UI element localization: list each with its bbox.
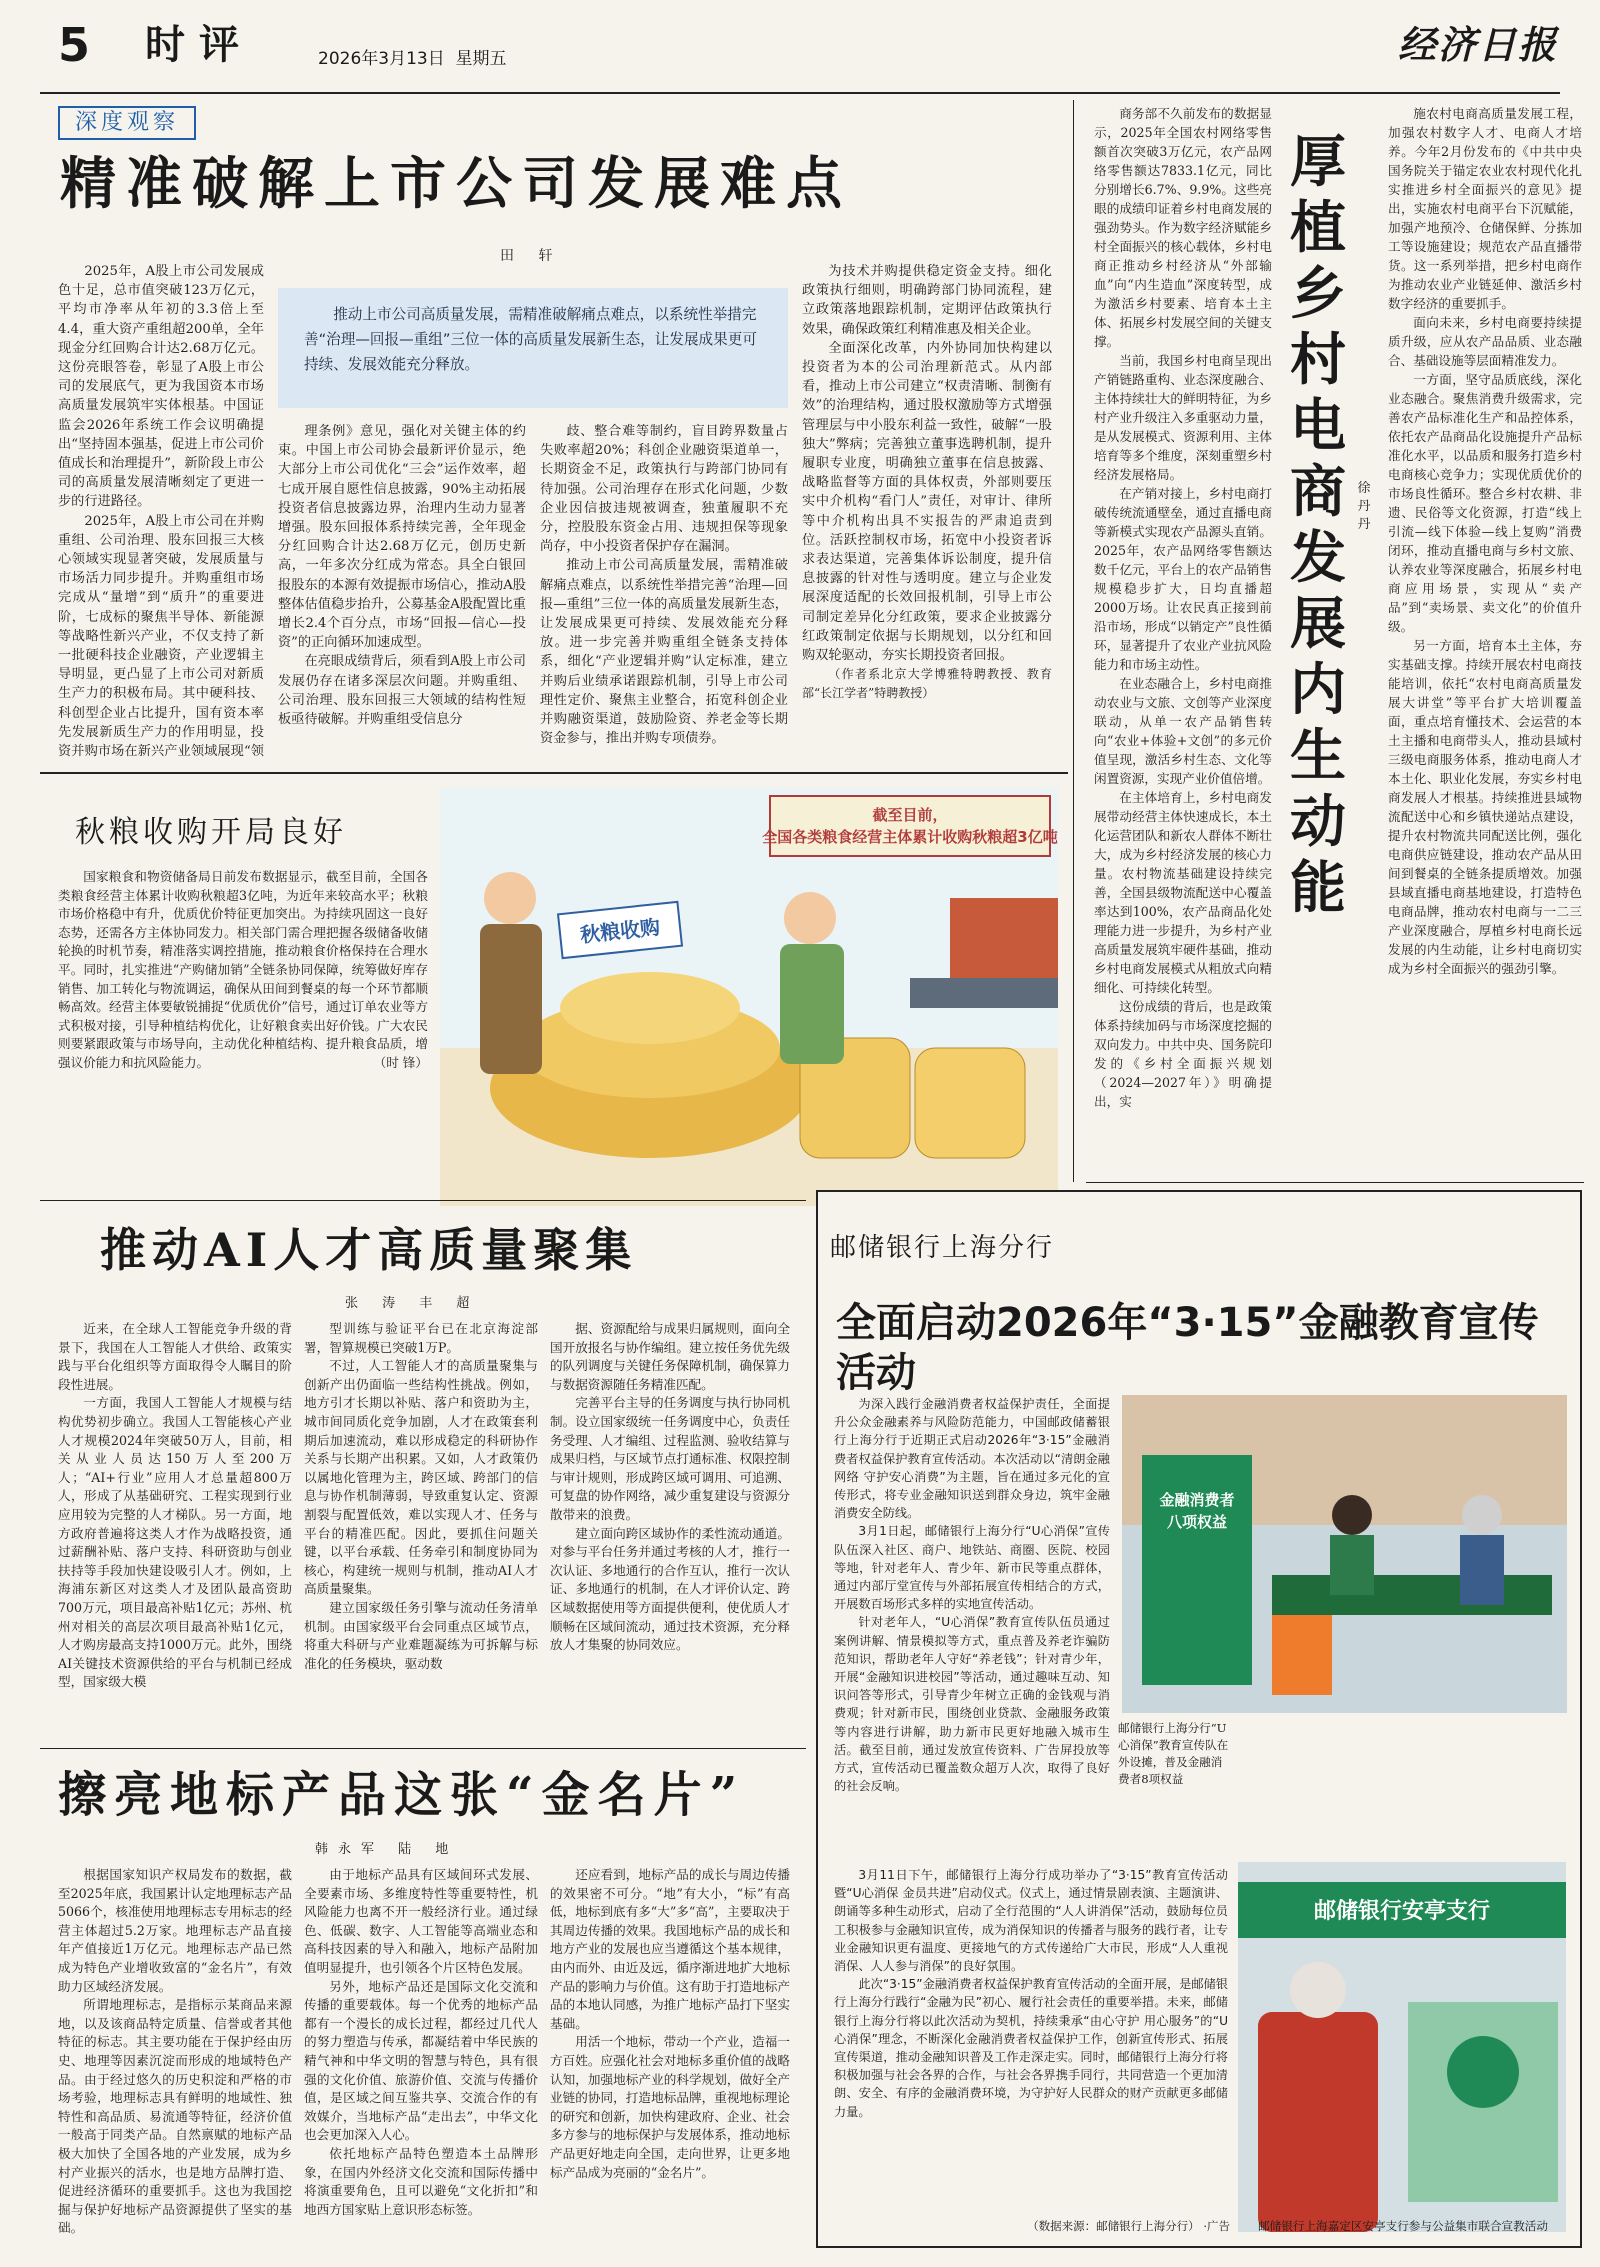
paragraph: （作者系北京大学博雅特聘教授、教育部“长江学者”特聘教授） — [802, 667, 1052, 701]
ai-article-author: 张 涛 丰 超 — [345, 1296, 480, 1311]
staff-figure — [1330, 1535, 1374, 1595]
paragraph: 依托地标产品特色塑造本土品牌形象，在国内外经济文化交流和国际传播中将演重要角色，且可以避免“文化折扣”和地西方国家贴上意识形态标签。 — [304, 2145, 538, 2217]
paragraph: 用活一个地标，带动一个产业，造福一方百姓。应强化社会对地标多重价值的战略认知，加强地标产业的科学规划，做好全产业链的协同，打造地标品牌，重视地标理论的研究和创新，加快构建政府、企业、社会多方参与的地标保护与发展体系，推动地标产品更好地走向全国，走向世界，让更多地标产品成为亮丽的“金名片”。 — [550, 2034, 790, 2180]
paragraph: 2025年，A股上市公司在并购重组、公司治理、股东回报三大核心领域实现显著突破，发展质量与市场活力同步提升。并购重组市场完成从“量增”到“质升”的重要进阶，七成标的聚焦半导体、新能源等战略性新兴产业，不仅支持了新一批硬科技企业融资，产业逻辑主导明显，更凸显了上市公司对新质生产力的积极布局。其中硬科技、科创型企业占比提升，国有资本率先发展新质生产力的作用明显，投资并购市场在新兴产业领域展现“领 — [58, 513, 264, 760]
lead-article-abstract: 推动上市公司高质量发展，需精准破解痛点难点，以系统性举措完善“治理—回报—重组”三位一体的高质量发展新生态，让发展成果更可持续、发展效能充分释放。 — [278, 288, 788, 408]
paragraph: 型训练与验证平台已在北京海淀部署，智算规模已突破1万P。 — [304, 1321, 538, 1355]
paragraph: 完善平台主导的任务调度与执行协同机制。设立国家级统一任务调度中心，负责任务受理、人才编组、过程监测、验收结算与成果归档，与区域节点打通标准、权限控制与审计规则，形成跨区域可调用、可追溯、可复盘的协作网络，减少重复建设与资源分散带来的浪费。 — [550, 1395, 790, 1522]
lead-article-author: 田 轩 — [500, 248, 563, 264]
standee-board — [1142, 1455, 1252, 1685]
column-divider — [1073, 100, 1074, 1182]
standee-board-text: 八项权益 — [1166, 1513, 1228, 1531]
lead-article-column-2 — [278, 422, 526, 762]
grain-article-title: 秋粮收购开局良好 — [75, 815, 347, 850]
rural-article-author: 徐丹丹 — [1357, 481, 1371, 532]
weekday-text: 星期五 — [455, 49, 507, 69]
ai-article-column-1 — [58, 1320, 292, 1740]
paragraph: 不过，人工智能人才的高质量聚集与创新产出仍面临一些结构性挑战。例如，地方引才长期以补贴、落户和资助为主，城市间同质化竞争加剧，人才在政策套利期后加速流动，难以形成稳定的科研协作关系与长期产出积累。又如，人才政策仍以属地化管理为主，跨区域、跨部门的信息与协作机制薄弱，导致重复认定、资源割裂与配置低效，难以实现人才、任务与平台的精准匹配。因此，要抓住问题关键，以平台承载、任务牵引和制度协同为核心，构建统一规则与机制，推动AI人才高质量聚集。 — [304, 1358, 538, 1597]
paragraph: 为深入践行金融消费者权益保护责任，全面提升公众金融素养与风险防范能力，中国邮政储蓄银行上海分行于近期正式启动2026年“3·15”金融消费者权益保护教育宣传活动。本次活动以“清朗金融 网络 守护安心消费”为主题，旨在通过多元化的宣传形式，将专业金融知识送到群众身边，筑牢金融消费安全防线。 — [834, 1397, 1110, 1521]
farmer-figure-head — [784, 892, 836, 944]
paragraph: 推动上市公司高质量发展，需精准破解痛点难点，以系统性举措完善“治理—回报—重组”三位一体的高质量发展新生态，让发展成果更可持续、发展效能充分释放。进一步完善并购重组全链条支持体系，细化“产业逻辑并购”认定标准，建立并购后业绩承诺跟踪机制，引导上市公司理性定价、聚焦主业整合，拓宽科创企业并购融资渠道，鼓励险资、养老金等长期资金参与，推出并购专项债券。 — [540, 558, 788, 747]
paragraph: 近来，在全球人工智能竞争升级的背景下，我国在人工智能人才供给、政策实践与平台化组织等方面取得令人瞩目的阶段性进展。 — [58, 1321, 292, 1392]
grain-article-author: （时 锋） — [373, 1054, 428, 1070]
paragraph: 建立面向跨区域协作的柔性流动通道。对参与平台任务并通过考核的人才，推行一次认证、多地通行的合作互认，推行一次认证、多地通行的机制，在人才评价认定、跨区域数据使用等方面提供便利，使优质人才顺畅在区域间流动，通过技术资源，充分释放人才集聚的协同效应。 — [550, 1525, 790, 1653]
gi-article-author: 韩永军 陆 地 — [315, 1842, 459, 1857]
paragraph: 歧、整合难等制约，盲目跨界数量占失败率超20%；科创企业融资渠道单一，长期资金不足，政策执行与跨部门协同有待加强。公司治理存在形式化问题，少数企业因信披违规被调查，独董履职不充分，控股股东资金占用、违规担保等现象尚存，中小投资者保护存在漏洞。 — [540, 424, 788, 555]
paragraph: 由于地标产品具有区域间环式发展、全要素市场、多维度特性等重要特性，机风险能力也离不开一般经济行业。通过绿色、低碳、数字、人工智能等高端业态和高科技因素的导入和融入，地标产品附加值明显提升，也引领各个片区特色发展。 — [304, 1867, 538, 1975]
ad-photo2-caption: 邮储银行上海嘉定区安亭支行参与公益集市联合宣教活动 — [1258, 2219, 1548, 2233]
rural-article-column-2 — [1388, 104, 1582, 1172]
paragraph: 商务部不久前发布的数据显示，2025年全国农村网络零售额首次突破3万亿元，农产品网络零售额达7833.1亿元，同比分别增长6.7%、9.9%。这些亮眼的成绩印证着乡村电商发展的强劲势头。作为数字经济赋能乡村全面振兴的核心载体，乡村电商正推动乡村经济从“外部输血”向“内生造血”深度转型，成为激活乡村要素、培育本土主体、拓展乡村发展空间的关键支撑。 — [1094, 106, 1272, 349]
paragraph: 3月11日下午，邮储银行上海分行成功举办了“3·15”教育宣传活动暨“U心消保 金员共进”启动仪式。仪式上，通过情景剧表演、主题演讲、朗诵等多种生动形式，启动了全行范围的“人人讲消保”活动，鼓励每位员工积极参与金融知识宣传，成为消保知识的传播者与服务的践行者，让专业金融知识更有温度、更接地气的方式传递给广大市民，形成“人人重视消保、人人参与消保”的良好氛围。 — [834, 1868, 1228, 1974]
gi-article-column-1 — [58, 1866, 292, 2252]
rural-article-column-1 — [1094, 104, 1272, 1172]
mascot-icon — [1447, 2036, 1519, 2108]
grain-purchase-illustration — [440, 788, 1058, 1206]
shopping-bag — [1272, 1615, 1332, 1695]
newspaper-masthead: 经济日报 — [1397, 22, 1558, 67]
paragraph: 为技术并购提供稳定资金支持。细化政策执行细则，明确跨部门协同流程，建立政策落地跟踪机制，定期评估政策执行效果，确保政策红利精准惠及相关企业。 — [802, 264, 1052, 337]
paragraph: 这份成绩的背后，也是政策体系持续加码与市场深度挖掘的双向发力。中共中央、国务院印发的《乡村全面振兴规划（2024—2027年）》明确提出，实 — [1094, 999, 1272, 1109]
page-number: 5 — [58, 18, 91, 72]
illustration-banner-line2: 全国各类粮食经营主体累计收购秋粮超3亿吨 — [762, 828, 1058, 846]
ad-source — [1000, 2218, 1230, 2234]
paragraph: 当前，我国乡村电商呈现出产销链路重构、业态深度融合、主体持续壮大的鲜明特征，为乡村产业升级注入多重驱动力量，是从发展模式、资源利用、主体培育等多个维度，深刻重塑乡村经济发展格局。 — [1094, 353, 1272, 482]
booth-table — [1272, 1575, 1552, 1615]
paragraph: 一方面，我国人工智能人才规模与结构优势初步确立。我国人工智能核心产业人才规模2024年突破50万人，目前，相关从业人员达150万人至200万人；“AI+行业”应用人才总量超800万人，形成了从基础研究、工程实现到行业应用较为完整的人才梯队。另一方面，地方政府普遍将这类人才作为战略投资，通过薪酬补贴、落户支持、科研资助与创业扶持等手段加快建设吸引人才。例如，上海浦东新区对这类人才及团队最高资助700万元，项目最高补贴1亿元；苏州、杭州对相关的高层次项目最高补贴1亿元，人才购房最高支持1000万元。此外，围绕AI关键技术资源供给的平台与机制已经成型，国家级大模 — [58, 1395, 292, 1690]
ad-photo-outreach-booth — [1122, 1395, 1567, 1713]
paragraph: 在主体培育上，乡村电商发展带动经营主体快速成长，本土化运营团队和新农人群体不断壮大，成为乡村经济发展的核心力量。农村物流基础建设持续完善，全国县级物流配送中心覆盖率达到100%，农产品商品化处理能力进一步提升，为乡村产业高质量发展筑牢硬件基础，推动乡村电商发展模式从粗放式向精细化、可持续化转型。 — [1094, 790, 1272, 995]
paragraph: 另一方面，培育本土主体，夯实基础支撑。持续开展农村电商技能培训，依托“农村电商高质量发展大讲堂”等平台扩大培训覆盖面，重点培育懂技术、会运营的本土主播和电商带头人，推动县域村三级电商服务体系，推动电商人才本土化、职业化发展，夯实乡村电商发展人才根基。持续推进县域物流配送中心和乡镇快递站点建设，提升农村物流共同配送比例，强化电商供应链建设，推动农产品从田间到餐桌的全链条提质增效。加强县域直播电商基地建设，打造特色电商品牌，推动农村电商与一二三产业深度融合，厚植乡村电商长远发展的内生动能，让乡村电商切实成为乡村全面振兴的强劲引擎。 — [1388, 638, 1582, 976]
paragraph: 一方面，坚守品质底线，深化业态融合。聚焦消费升级需求，完善农产品标准化生产和品控体系，依托农产品商品化设施提升产品标准化水平，以品质和服务打造乡村电商核心竞争力；实现优质优价的市场良性循环。整合乡村农耕、非遗、民俗等文化资源，打造“线上引流—线下体验—线上复购”消费闭环，推动直播电商与乡村文旅、认养农业等深度融合，拓展乡村电商应用场景，实现从“卖产品”到“卖场景、卖文化”的价值升级。 — [1388, 372, 1582, 634]
ad-body-column-1 — [834, 1395, 1110, 1863]
visitor-figure-head — [1290, 1962, 1346, 2018]
paragraph: 3月1日起，邮储银行上海分行“U心消保”宣传队伍深入社区、商户、地铁站、商圈、医院、校园等地，针对老年人、青少年、新市民等重点群体，通过内部厅堂宣传与外部拓展宣传相结合的方式，开展数百场形式多样的实地宣传活动。 — [834, 1524, 1110, 1612]
ad-mark: ·广告 — [1203, 2219, 1230, 2233]
ai-article-column-3 — [550, 1320, 790, 1740]
ad-bank-name: 邮储银行上海分行 — [830, 1233, 1055, 1263]
editor-rule — [1086, 1182, 1584, 1183]
paragraph: 面向未来，乡村电商要持续提质升级，应从农产品品质、业态融合、基础设施等层面精准发力。 — [1388, 315, 1582, 368]
visitor-figure — [1460, 1535, 1504, 1605]
official-figure — [480, 924, 542, 1074]
ad-body-column-2 — [834, 1866, 1228, 2216]
lead-article-title: 精准破解上市公司发展难点 — [60, 152, 852, 217]
ai-bottom-rule — [40, 1748, 806, 1749]
paragraph: 针对老年人，“U心消保”教育宣传队伍员通过案例讲解、情景模拟等方式，重点普及养老诈骗防范知识，帮助老年人守好“养老钱”；针对青少年，开展“金融知识进校园”等活动，通过趣味互动、知识问答等形式，引导青少年树立正确的金钱观与消费观；针对新市民，围绕创业贷款、金融服务政策等内容进行讲解，助力新市民更好地融入城市生活。截至目前，通过发放宣传资料、广告屏投放等方式，宣传活动已覆盖数众超万人次，取得了良好的社会反响。 — [834, 1615, 1110, 1794]
gi-article-column-3 — [550, 1866, 790, 2252]
paragraph: 建立国家级任务引擎与流动任务清单机制。由国家级平台会同重点区域节点，将重大科研与产业难题凝练为可拆解与标准化的任务模块，驱动数 — [304, 1599, 538, 1671]
visitor-figure-head — [1462, 1495, 1502, 1535]
paragraph: 另外，地标产品还是国际文化交流和传播的重要载体。每一个优秀的地标产品都有一个漫长的成长过程，都经过几代人的努力塑造与传承，都凝结着中华民族的精气神和中华文明的智慧与特色，具有很强的文化价值、旅游价值、交流与传播价值，是区域之间互鉴共享、交流合作的有效媒介，当地标产品“走出去”，中华文化也会更加深入人心。 — [304, 1978, 538, 2143]
column-tag: 深度观察 — [58, 106, 196, 140]
lead-article-column-3 — [540, 422, 788, 762]
paragraph: 在产销对接上，乡村电商打破传统流通壁垒，通过直播电商等新模式实现农产品源头直销。2025年，农产品网络零售额达数千亿元，平台上的农产品销售规模稳步扩大，日均直播超2000万场。让农民真正接到前沿市场，形成“以销定产”良性循环，显著提升了农业产业抗风险能力和市场主动性。 — [1094, 486, 1272, 672]
truck-icon — [950, 898, 1058, 978]
grain-sack — [915, 1048, 1025, 1158]
staff-figure-head — [1332, 1495, 1372, 1535]
issue-date — [318, 44, 507, 69]
header-rule — [40, 92, 1560, 94]
standee-board-text: 金融消费者 — [1159, 1491, 1235, 1509]
rural-article-title: 厚植乡村电商发展内生动能 — [1290, 130, 1346, 921]
paragraph: 全面深化改革，内外协同加快构建以投资者为本的公司治理新范式。从内部看，推动上市公司建立“权责清晰、制衡有效”的治理结构，通过股权激励等方式增强管理层与中小股东利益一致性，破解“一股独大”弊病；完善独立董事选聘机制，提升履职专业度，明确独立董事在信息披露、战略监督等方面的具体权责，外部则要压实中介机构“看门人”责任，对审计、律所等中介机构出具不实报告的严肃追责到位。活跃控制权市场，拓宽中小投资者诉求表达渠道，完善集体诉讼制度，提升信息披露的针对性与透明度。建立与企业发展深度适配的长效回报机制，引导上市公司制定差异化分红政策，要求企业披露分红政策制定依据与长期规划，以分红和回购双轮驱动，夯实长期投资者回报。 — [802, 340, 1052, 664]
official-figure-head — [484, 872, 536, 924]
paragraph: 所谓地理标志，是指标示某商品来源地，以及该商品特定质量、信誉或者其他特征的标志。其主要功能在于保护经由历史、地理等因素沉淀而形成的地域特色产品。由于经过悠久的历史积淀和严格的市场考验，地理标志具有鲜明的地域性、独特性和高品质、易流通等特征，经济价值一般高于同类产品。自然禀赋的地标产品极大加快了全国各地的产业发展，成为乡村产业振兴的活水，也是地方品牌打造、促进经济循环的重要抓手。这也为我国挖掘与保护好地标产品资源提供了坚实的基础。 — [58, 1997, 292, 2236]
paragraph: 根据国家知识产权局发布的数据，截至2025年底，我国累计认定地理标志产品5066个，核准使用地理标志专用标志的经营主体超过5.2万家。地理标志产品直接年产值接近1万亿元。地理标志产品已然成为特色产业增收致富的“金名片”，有效助力区域经济发展。 — [58, 1867, 292, 1994]
gi-article-title: 擦亮地标产品这张“金名片” — [58, 1767, 746, 1823]
paragraph: 在亮眼成绩背后，须看到A股上市公司发展仍存在诸多深层次问题。并购重组、公司治理、股东回报三大领域的结构性短板亟待破解。并购重组受信息分 — [278, 654, 526, 728]
grain-bottom-rule — [40, 1200, 806, 1201]
lead-article-column-1 — [58, 262, 264, 762]
date-text: 2026年3月13日 — [318, 49, 445, 69]
paragraph: 施农村电商高质量发展工程，加强农村数字人才、电商人才培养。今年2月份发布的《中共中央 国务院关于锚定农业农村现代化扎实推进乡村全面振兴的意见》提出，实施农村电商平台下沉赋能，加强产地预冷、仓储保鲜、分拣加工等设施建设；规范农产品直播带货。这一系列举措，把乡村电商作为推动农业产业链延伸、激活乡村数字经济的重要抓手。 — [1388, 106, 1582, 311]
ai-article-column-2 — [304, 1320, 538, 1740]
ad-photo1-caption: 邮储银行上海分行“U心消保”教育宣传队在外设摊，普及金融消费者8项权益 — [1118, 1721, 1229, 1786]
paragraph: 此次“3·15”金融消费者权益保护教育宣传活动的全面开展，是邮储银行上海分行践行“金融为民”初心、履行社会责任的重要举措。未来，邮储银行上海分行将以此次活动为契机，持续秉承“由心守护 用心服务”的“U心消保”理念，不断深化金融消费者权益保护工作，创新宣传形式、拓展宣传渠道，推动金融知识普及工作走深走实。同时，邮储银行上海分行将积极加强与社会各界的合作，与社会各界携手同行，共同营造一个更加清朗、安全、有序的金融消费环境，为守护好人民群众的财产贡献更多邮储力量。 — [834, 1977, 1228, 2119]
paragraph: 还应看到，地标产品的成长与周边传播的效果密不可分。“地”有大小，“标”有高低，地标到底有多“大”多“高”，主要取决于其周边传播的效果。我国地标产品的成长和地方产业的发展也应当遵循这个基本规律，由内而外、由近及远，循序渐进地扩大地标产品的影响力与价值。这有助于打造地标产品的本地认同感，为推广地标产品打下坚实基础。 — [550, 1867, 790, 2031]
illustration-banner-line1: 截至目前， — [872, 806, 948, 824]
visitor-figure — [1258, 2012, 1378, 2232]
paragraph: 在业态融合上，乡村电商推动农业与文旅、文创等产业深度联动，从单一农产品销售转向“农业+体验+文创”的多元价值呈现，激活乡村生态、文化等闲置资源，实现产业价值倍增。 — [1094, 676, 1272, 786]
ai-article-title: 推动AI人才高质量聚集 — [100, 1223, 638, 1277]
bank-banner-text: 邮储银行安亭支行 — [1313, 1899, 1491, 1924]
paragraph: 国家粮食和物资储备局日前发布数据显示，截至目前，全国各类粮食经营主体累计收购秋粮超3亿吨，为近年来较高水平；秋粮市场价格稳中有升，优质优价特征更加突出。为持续巩固这一良好态势，还需各方主体协同发力。相关部门需合理把握各级储备收储轮换的时机节奏，精准落实调控措施，推动粮食价格保持在合理水平。同时，扎实推进“产购储加销”全链条协同保障，统筹做好库存销售、加工转化与物流调运，确保从田间到餐桌的每一个环节都顺畅高效。经营主体要敏锐捕捉“优质优价”信号，通过订单农业等方式积极对接，引导种植结构优化，让好粮食卖出好价钱。广大农民则要紧跟政策与市场导向，主动优化种植结构、提升粮食品质，增强议价能力和抗风险能力。 — [58, 869, 428, 1070]
gi-article-column-2 — [304, 1866, 538, 2252]
paragraph: 2025年，A股上市公司发展成色十足，总市值突破123万亿元，平均市净率从年初的3.3倍上至4.4，重大资产重组超200单，全年现金分红回购合计达2.68万亿元。这份亮眼答卷，彰显了A股上市公司的发展底气，更为我国资本市场高质量发展筑牢实体根基。中国证监会2026年系统工作会议明确提出“坚持固本强基，促进上市公司价值成长和治理提升”，新阶段上市公司的高质量发展清晰刻定了更进一步的行进路径。 — [58, 264, 264, 510]
illustration-sign: 秋粮收购 — [579, 914, 662, 948]
ad-photo-charity-market — [1238, 1862, 1566, 2232]
lead-article-bottom-rule — [40, 772, 1068, 774]
ad-source-text: （数据来源：邮储银行上海分行） — [1027, 2219, 1200, 2233]
ad-title: 全面启动2026年“3·15”金融教育宣传活动 — [836, 1300, 1539, 1396]
lead-article-column-4 — [802, 262, 1052, 762]
grain-article-body — [58, 868, 428, 1198]
paragraph: 据、资源配给与成果归属规则，面向全国开放报名与协作编组。建立按任务优先级的队列调度与关键任务保障机制，确保算力与数据资源随任务精准匹配。 — [550, 1321, 790, 1392]
paragraph: 理条例》意见，强化对关键主体的约束。中国上市公司协会最新评价显示，绝大部分上市公司优化“三会”运作效率，超七成开展自愿性信息披露，90%主动拓展投资者信息披露边界，治理内生动力显著增强。股东回报体系持续完善，全年现金分红回购合计达2.68万亿元，创历史新高，一年多次分红成为常态。具全白银回报股东的本源有效提振市场信心，推动A股整体估值稳步抬升，公募基金A股配置比重增长2.4个百分点，市场“回报—信心—投资”的正向循环加速成型。 — [278, 424, 526, 651]
farmer-figure — [780, 944, 844, 1064]
section-name: 时评 — [145, 22, 253, 68]
